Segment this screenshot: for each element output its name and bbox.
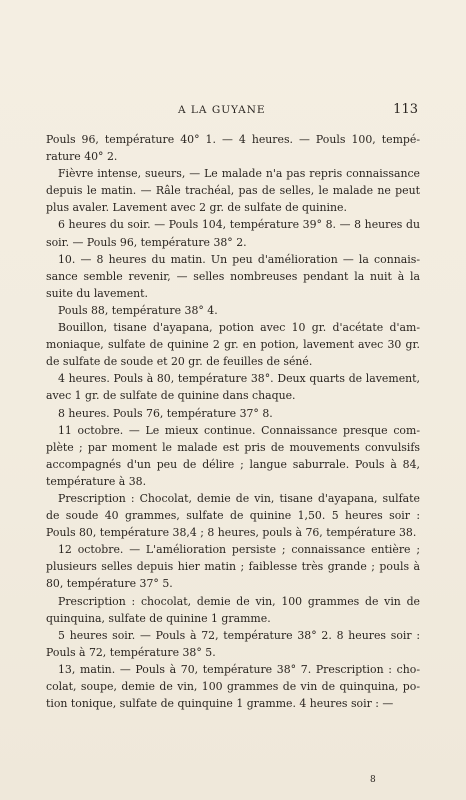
- paragraph: Prescription : Chocolat, demie de vin, tisane d'ayapana, sulfate de soude 40 grammes, sulfate de quinine 1,50. 5 heures soir : Pouls 80, température 38,4 ; 8 heures, pouls à 76, température 38.: [46, 491, 420, 540]
- running-title: A LA GUYANE: [178, 104, 266, 116]
- paragraph: 5 heures soir. — Pouls à 72, température 38° 2. 8 heures soir : Pouls à 72, température 38° 5.: [46, 628, 420, 659]
- paragraph: 4 heures. Pouls à 80, température 38°. Deux quarts de lavement, avec 1 gr. de sulfate de quinine dans chaque.: [46, 372, 420, 403]
- paragraph: 6 heures du soir. — Pouls 104, température 39° 8. — 8 heures du soir. — Pouls 96, température 38° 2.: [46, 218, 420, 249]
- paragraph: Fièvre intense, sueurs, — Le malade n'a pas repris connaissance depuis le matin. — Râle trachéal, pas de selles, le malade ne peut plus avaler. Lavement avec 2 gr. de sulfate de quinine.: [46, 167, 420, 215]
- paragraph: Prescription : chocolat, demie de vin, 100 grammes de vin de quinquina, sulfate de quinine 1 gramme.: [46, 594, 420, 625]
- paragraph: Pouls 96, température 40° 1. — 4 heures. — Pouls 100, température 40° 2.: [46, 133, 420, 164]
- paragraph: 8 heures. Pouls 76, température 37° 8.: [58, 406, 273, 420]
- paragraph: 12 octobre. — L'amélioration persiste ; connaissance entière ; plusieurs selles depuis hier matin ; faiblesse très grande ; pouls à 80, température 37° 5.: [46, 543, 420, 591]
- paragraph: Bouillon, tisane d'ayapana, potion avec 10 gr. d'acétate d'ammoniaque, sulfate de quinine 2 gr. en potion, lavement avec 30 gr. de sulfate de soude et 20 gr. de feuilles de séné.: [46, 321, 420, 369]
- paragraph: Pouls 88, température 38° 4.: [58, 303, 218, 317]
- signature-mark: 8: [370, 775, 376, 785]
- page-number: 113: [393, 102, 418, 117]
- paragraph: 13, matin. — Pouls à 70, température 38° 7. Prescription : chocolat, soupe, demie de vin, 100 grammes de vin de quinquina, potion tonique, sulfate de quinquine 1 gramme. 4 heures soir : —: [46, 662, 420, 711]
- body-text: [46, 131, 420, 712]
- paragraph: 10. — 8 heures du matin. Un peu d'amélioration — la connaissance semble revenir, — selles nombreuses pendant la nuit à la suite du lavement.: [46, 252, 420, 300]
- paragraph: 11 octobre. — Le mieux continue. Connaissance presque complète ; par moment le malade est pris de mouvements convulsifs accompagnés d'un peu de délire ; langue saburrale. Pouls à 84, température à 38.: [46, 423, 420, 488]
- page-header: [46, 104, 418, 120]
